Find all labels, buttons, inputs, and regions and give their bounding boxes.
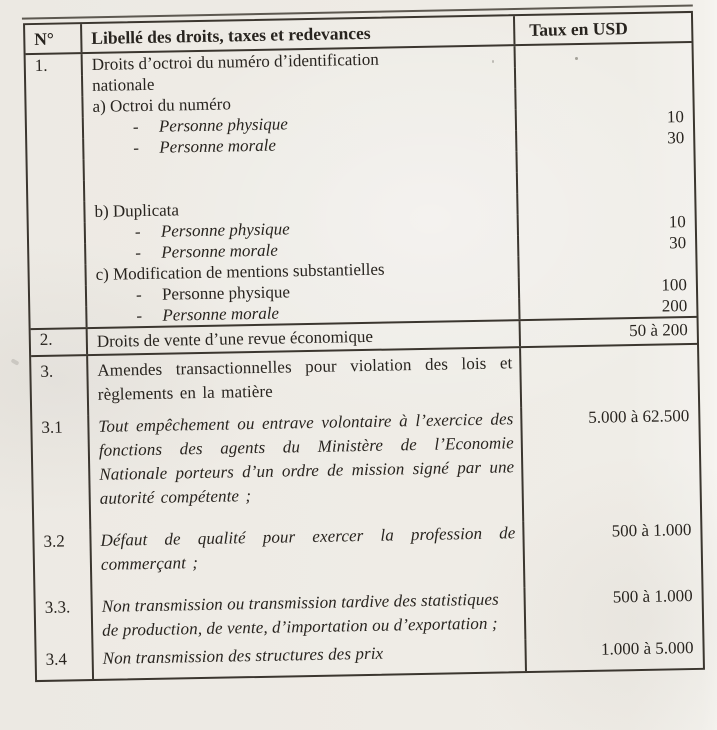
penalty-item [32,404,700,530]
fee-line-text: Droits de vente d’une revue économique [88,321,521,354]
fee-line-text: - Personne morale [86,235,519,264]
item-text: Défaut de qualité pour exercer la profession de commerçant ; [91,521,525,595]
item-text: Tout empêchement ou entrave volontaire à l’exercice des fonctions des agents du Ministère de l’Economie Nationale porteurs d’un ordre de mission signé par une autorité compétente ; [89,407,524,529]
item-number: 3.4 [36,647,94,680]
scan-speck [575,57,578,60]
col-header-num: N° [25,24,83,53]
col-header-rate: Taux en USD [529,18,628,40]
item-text: Amendes transactionnelles pour violation des lois et règlements en la matière [88,348,522,415]
fee-line-text: a) Octroi du numéro [83,88,516,117]
fee-line-value: 100 [661,275,688,295]
fee-line-text: Droits d’octroi du numéro d’identification [83,46,516,75]
dash-marker: - [135,243,142,263]
dash-marker: - [132,117,139,137]
dash-marker: - [136,306,143,326]
item-number: 3.1 [32,415,91,530]
item-value: 500 à 1.000 [611,520,692,541]
fee-line-text: c) Modification de mentions substantielles [86,256,519,285]
row-number: 3. [31,356,89,416]
row-3 [31,345,703,680]
fees-table [23,11,705,682]
penalty-item [34,518,701,596]
fee-line-text: - Personne morale [87,298,520,327]
fee-line-text: - Personne physique [84,109,517,138]
fee-line-text: nationale [83,67,516,96]
fee-line-value: 30 [668,233,687,253]
item-text: Non transmission ou transmission tardive des statistiques de production, de vente, d’importation ou d’exportation ; [93,587,527,647]
scan-speck [492,60,494,63]
dash-marker: - [134,222,141,242]
dash-marker: - [135,285,142,305]
fee-line-text: b) Duplicata [85,193,518,222]
item-number: 3.3. [36,595,94,648]
item-text: Non transmission des structures des prix [93,639,527,679]
fee-line-value: 10 [668,212,686,232]
dash-marker: - [133,138,140,158]
fee-line-text: - Personne physique [86,214,519,243]
fee-line-text: - Personne physique [87,277,520,306]
scan-speck [11,358,20,365]
item-value: 5.000 à 62.500 [588,406,690,427]
fee-line-text: - Personne morale [84,130,517,159]
item-value: 1.000 à 5.000 [600,638,694,659]
fee-line-value: 50 à 200 [629,320,688,341]
row-1 [26,43,697,330]
col-header-label: Libellé des droits, taxes et redevances [82,16,515,52]
item-number: 3.2 [34,529,92,596]
fee-line-value: 200 [661,296,688,316]
row-number: 2. [31,329,88,355]
fee-line-value: 10 [666,107,685,127]
fee-line-value: 30 [667,128,685,148]
item-value: 500 à 1.000 [612,586,693,607]
row-number: 1. [26,54,83,76]
